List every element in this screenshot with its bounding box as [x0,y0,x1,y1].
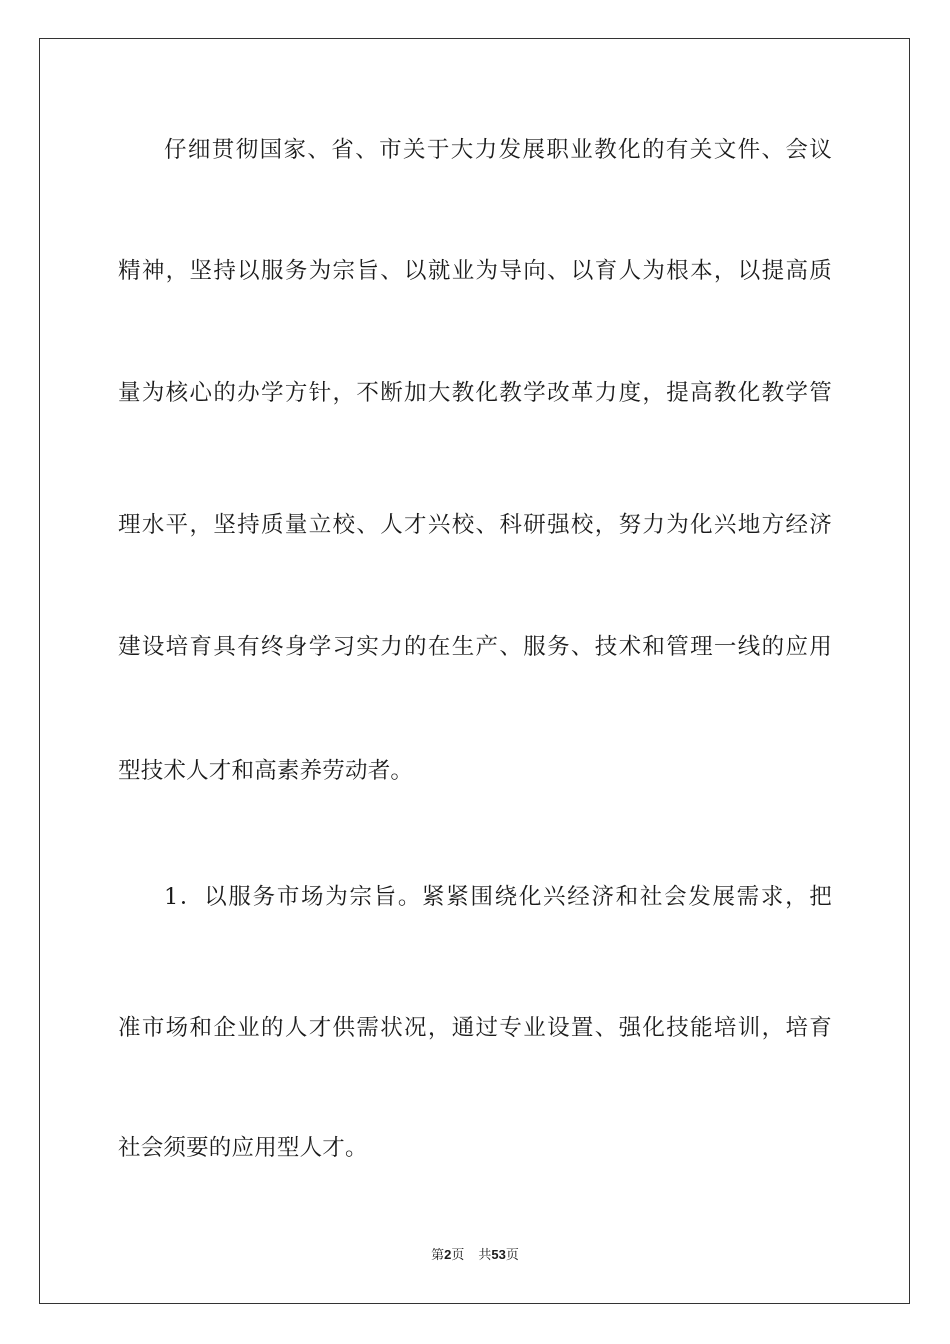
paragraph-2-line-1: 1．以服务市场为宗旨。紧紧围绕化兴经济和社会发展需求，把 [164,884,832,910]
footer-total-suffix: 页 [505,1248,519,1263]
paragraph-1-line-1: 仔细贯彻国家、省、市关于大力发展职业教化的有关文件、会议 [164,137,832,163]
paragraph-1-line-4: 理水平，坚持质量立校、人才兴校、科研强校，努力为化兴地方经济 [118,512,832,538]
paragraph-1-line-6: 型技术人才和高素养劳动者。 [118,758,414,784]
footer-total-pages: 53 [491,1247,506,1262]
page-footer [0,1246,950,1265]
page-border [39,38,910,1304]
paragraph-1-line-5: 建设培育具有终身学习实力的在生产、服务、技术和管理一线的应用 [118,634,832,660]
paragraph-2-line-2: 准市场和企业的人才供需状况，通过专业设置、强化技能培训，培育 [118,1015,832,1041]
footer-total-prefix: 共 [478,1248,492,1263]
footer-page-prefix: 第 [431,1248,445,1263]
paragraph-1-line-2: 精神，坚持以服务为宗旨、以就业为导向、以育人为根本，以提高质 [118,258,832,284]
paragraph-1-line-3: 量为核心的办学方针，不断加大教化教学改革力度，提高教化教学管 [118,380,832,406]
footer-page-number: 2 [444,1247,452,1262]
paragraph-2-line-3: 社会须要的应用型人才。 [118,1135,368,1161]
footer-page-suffix: 页 [451,1248,465,1263]
